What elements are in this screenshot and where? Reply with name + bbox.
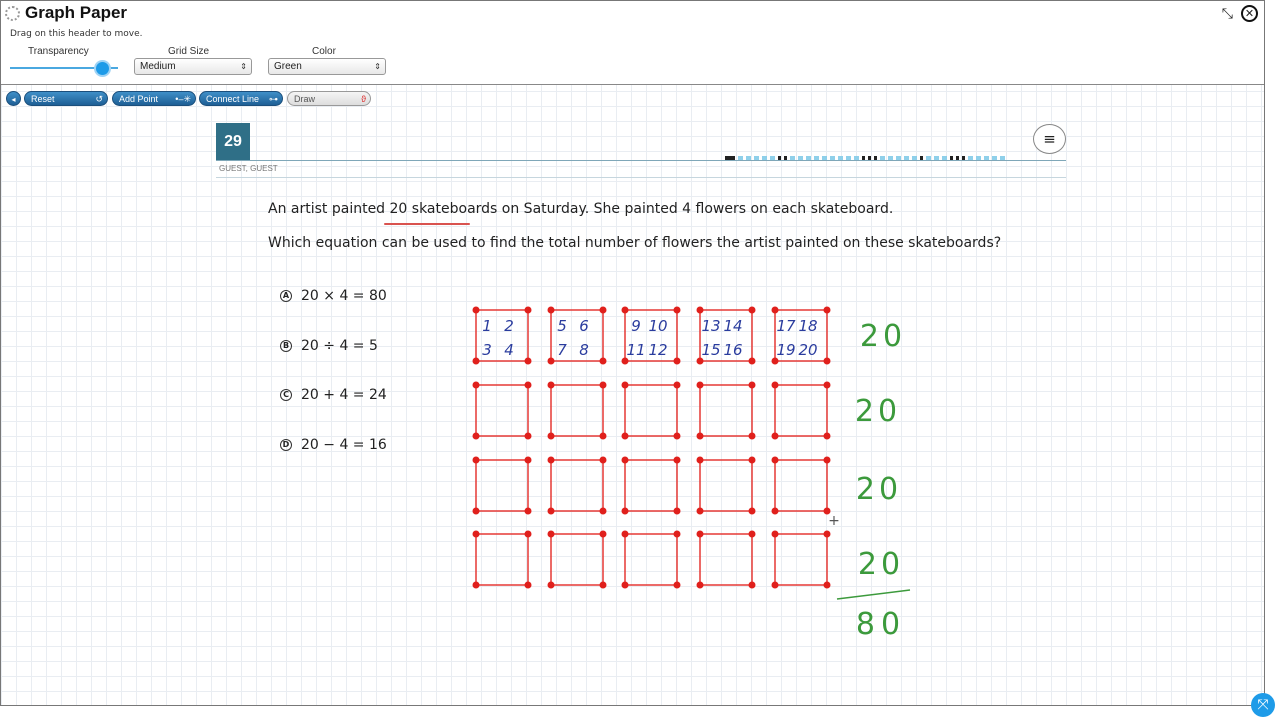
row-sum: 20 <box>859 319 907 354</box>
choice-letter: A <box>280 290 292 302</box>
flower-count-number: 18 <box>798 317 818 335</box>
question-number: 29 <box>216 123 250 160</box>
box-corner-point <box>473 457 480 464</box>
choice-letter: B <box>280 340 292 352</box>
skateboard-box <box>476 385 528 436</box>
skateboard-box <box>551 460 603 511</box>
box-corner-point <box>622 382 629 389</box>
box-corner-point <box>525 508 532 515</box>
user-name: GUEST, GUEST <box>219 164 278 173</box>
flower-count-number: 3 <box>482 341 492 359</box>
flower-count-number: 9 <box>631 317 641 335</box>
window-title: Graph Paper <box>25 3 128 22</box>
box-corner-point <box>600 307 607 314</box>
choice-letter: C <box>280 389 292 401</box>
box-corner-point <box>772 457 779 464</box>
question-prompt-2: Which equation can be used to find the total number of flowers the artist painted on these skateboards? <box>268 235 1002 251</box>
box-corner-point <box>525 531 532 538</box>
question-prompt-1: An artist painted 20 skateboards on Saturday. She painted 4 flowers on each skateboard. <box>268 201 894 217</box>
grid-size-label: Grid Size <box>168 46 210 57</box>
box-corner-point <box>697 433 704 440</box>
flower-count-number: 5 <box>557 317 567 335</box>
box-corner-point <box>697 382 704 389</box>
box-corner-point <box>622 508 629 515</box>
box-corner-point <box>525 582 532 589</box>
box-corner-point <box>600 582 607 589</box>
box-corner-point <box>749 307 756 314</box>
skateboard-box <box>775 534 827 585</box>
expand-icon[interactable]: ⤧ <box>1251 693 1275 717</box>
box-corner-point <box>749 433 756 440</box>
skateboard-box <box>476 534 528 585</box>
flower-count-number: 13 <box>701 317 721 335</box>
flower-count-number: 7 <box>557 341 567 359</box>
box-corner-point <box>749 382 756 389</box>
grid-size-value: Medium <box>140 61 176 72</box>
flower-count-number: 14 <box>723 317 743 335</box>
box-corner-point <box>824 457 831 464</box>
skateboard-box <box>625 534 677 585</box>
box-corner-point <box>824 531 831 538</box>
close-icon[interactable]: ✕ <box>1241 5 1258 22</box>
skateboard-box <box>551 385 603 436</box>
box-corner-point <box>622 457 629 464</box>
box-corner-point <box>772 382 779 389</box>
box-corner-point <box>525 433 532 440</box>
box-corner-point <box>473 531 480 538</box>
box-corner-point <box>824 307 831 314</box>
box-corner-point <box>473 358 480 365</box>
right-edge <box>1265 0 1280 720</box>
box-corner-point <box>772 307 779 314</box>
flower-count-number: 15 <box>701 341 721 359</box>
box-corner-point <box>824 582 831 589</box>
skateboard-box <box>551 534 603 585</box>
box-corner-point <box>749 531 756 538</box>
box-corner-point <box>749 358 756 365</box>
box-corner-point <box>749 508 756 515</box>
box-corner-point <box>697 307 704 314</box>
box-corner-point <box>548 382 555 389</box>
box-corner-point <box>674 531 681 538</box>
reset-icon: ↺ <box>95 94 103 104</box>
box-corner-point <box>674 582 681 589</box>
collapse-icon[interactable]: ⤡ <box>1221 5 1233 22</box>
flower-count-number: 12 <box>648 341 668 359</box>
box-corner-point <box>548 508 555 515</box>
box-corner-point <box>600 531 607 538</box>
box-corner-point <box>674 433 681 440</box>
box-corner-point <box>525 382 532 389</box>
hamburger-icon: ≡ <box>1043 130 1056 148</box>
skateboard-box <box>775 385 827 436</box>
box-corner-point <box>548 582 555 589</box>
box-corner-point <box>674 457 681 464</box>
flower-count-number: 16 <box>723 341 743 359</box>
choice-letter: D <box>280 439 292 451</box>
box-corner-point <box>674 358 681 365</box>
point-icon: •–✳ <box>175 94 191 104</box>
connect-line-label: Connect Line <box>206 94 260 104</box>
box-corner-point <box>674 382 681 389</box>
line-icon: ⊶ <box>269 94 278 104</box>
transparency-label: Transparency <box>28 46 89 57</box>
box-corner-point <box>772 508 779 515</box>
toggle-toolbar-button[interactable]: ◂ <box>6 91 21 106</box>
pen-icon: ϑ <box>361 94 366 104</box>
row-sum: 20 <box>855 472 903 507</box>
box-corner-point <box>548 307 555 314</box>
box-corner-point <box>697 457 704 464</box>
flower-count-number: 4 <box>504 341 514 359</box>
box-corner-point <box>525 358 532 365</box>
box-corner-point <box>548 358 555 365</box>
box-corner-point <box>473 307 480 314</box>
skateboard-box <box>476 460 528 511</box>
choice-text: 20 ÷ 4 = 5 <box>301 338 378 354</box>
sum-line <box>837 590 910 599</box>
box-corner-point <box>697 531 704 538</box>
box-corner-point <box>697 508 704 515</box>
box-corner-point <box>600 508 607 515</box>
row-sum: 20 <box>854 394 902 429</box>
skateboard-box <box>625 460 677 511</box>
sum-total: 80 <box>855 607 907 642</box>
flower-count-number: 8 <box>579 341 589 359</box>
ink-drawing-layer[interactable] <box>1 1 1266 707</box>
box-corner-point <box>473 508 480 515</box>
box-corner-point <box>600 382 607 389</box>
updown-icon: ⇕ <box>374 62 381 71</box>
flower-count-number: 19 <box>776 341 796 359</box>
box-corner-point <box>600 433 607 440</box>
box-corner-point <box>772 531 779 538</box>
row-sum: 20 <box>857 547 905 582</box>
reset-label: Reset <box>31 94 55 104</box>
box-corner-point <box>622 307 629 314</box>
box-corner-point <box>697 582 704 589</box>
flower-count-number: 6 <box>579 317 589 335</box>
box-corner-point <box>674 307 681 314</box>
draw-label: Draw <box>294 94 316 104</box>
choice-text: 20 − 4 = 16 <box>301 437 387 453</box>
skateboard-box <box>700 534 752 585</box>
skateboard-box <box>700 385 752 436</box>
flower-count-number: 11 <box>626 341 646 359</box>
box-corner-point <box>473 382 480 389</box>
updown-icon: ⇕ <box>240 62 247 71</box>
box-corner-point <box>749 582 756 589</box>
box-corner-point <box>525 307 532 314</box>
flower-count-number: 17 <box>776 317 796 335</box>
box-corner-point <box>622 531 629 538</box>
box-corner-point <box>772 433 779 440</box>
box-corner-point <box>525 457 532 464</box>
color-label: Color <box>312 46 336 57</box>
flower-count-number: 10 <box>648 317 668 335</box>
box-corner-point <box>824 433 831 440</box>
box-corner-point <box>674 508 681 515</box>
drag-hint: Drag on this header to move. <box>10 29 143 39</box>
box-corner-point <box>749 457 756 464</box>
box-corner-point <box>824 382 831 389</box>
flower-count-number: 1 <box>482 317 492 335</box>
box-corner-point <box>473 582 480 589</box>
cursor-crosshair: + <box>828 513 840 529</box>
box-corner-point <box>600 358 607 365</box>
skateboard-box <box>625 385 677 436</box>
box-corner-point <box>622 582 629 589</box>
choice-text: 20 × 4 = 80 <box>301 288 387 304</box>
flower-count-number: 20 <box>798 341 818 359</box>
color-value: Green <box>274 61 302 72</box>
box-corner-point <box>600 457 607 464</box>
box-corner-point <box>473 433 480 440</box>
add-point-label: Add Point <box>119 94 159 104</box>
box-corner-point <box>772 582 779 589</box>
box-corner-point <box>548 531 555 538</box>
skateboard-box <box>775 460 827 511</box>
box-corner-point <box>824 358 831 365</box>
flower-count-number: 2 <box>504 317 514 335</box>
skateboard-box <box>700 460 752 511</box>
box-corner-point <box>548 433 555 440</box>
box-corner-point <box>548 457 555 464</box>
box-corner-point <box>622 433 629 440</box>
choice-text: 20 + 4 = 24 <box>301 387 387 403</box>
